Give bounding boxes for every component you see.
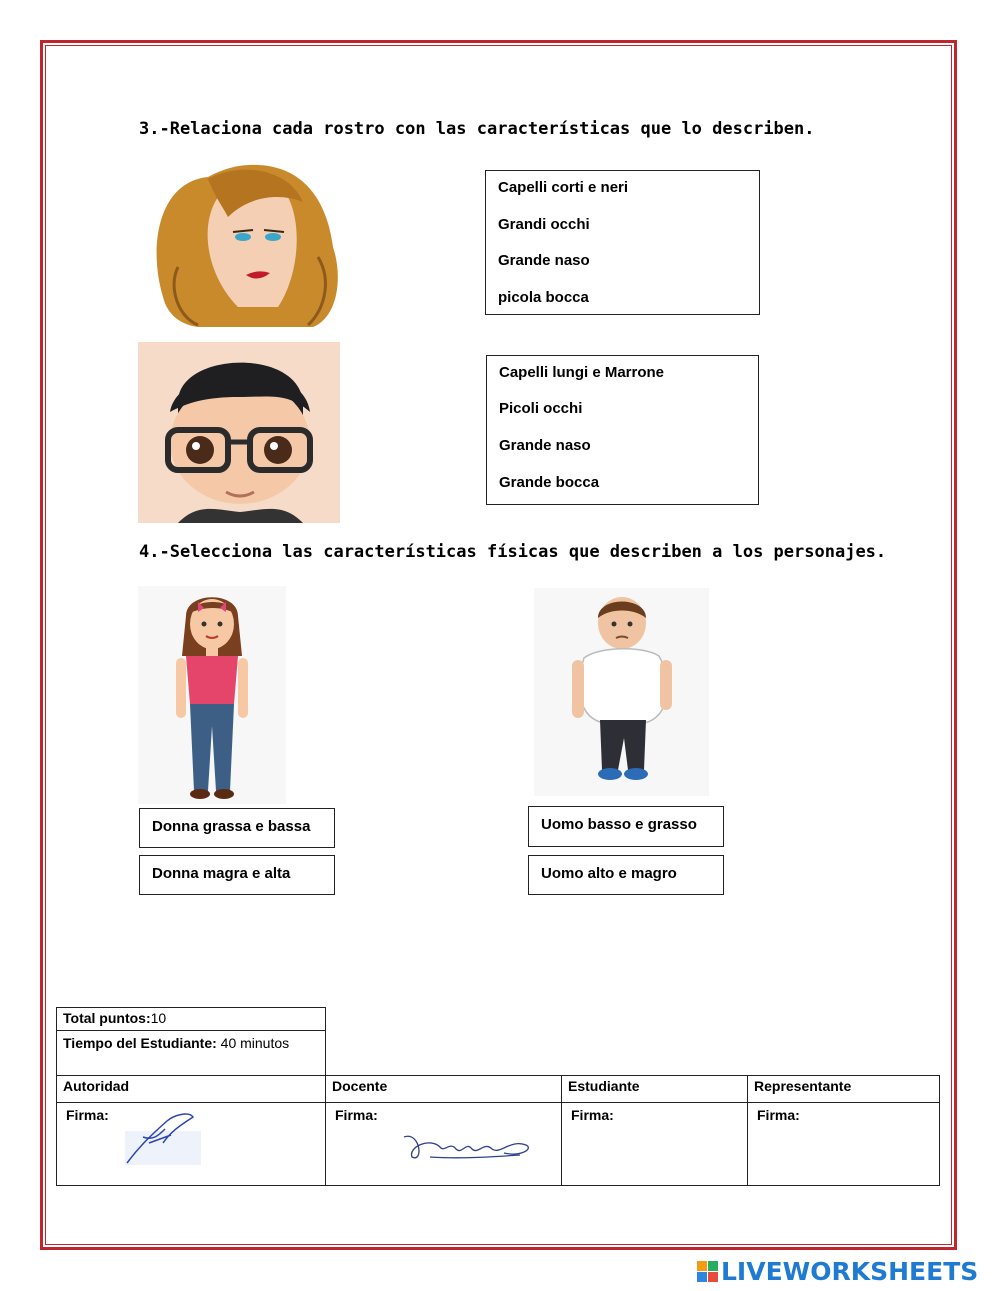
feature-text: Capelli lungi e Marrone (499, 364, 665, 381)
firma-label: Firma: (66, 1107, 109, 1123)
total-points-label: Total puntos: (63, 1010, 151, 1026)
firma-docente-cell (326, 1103, 562, 1186)
woman-face-image (138, 157, 358, 329)
liveworksheets-logo (697, 1256, 978, 1286)
firma-autoridad-cell (57, 1103, 326, 1186)
option-man-tall-thin[interactable]: Uomo alto e magro (528, 855, 724, 895)
man-body-image (534, 588, 709, 796)
firma-label: Firma: (335, 1107, 378, 1123)
header-docente: Docente (326, 1076, 562, 1103)
logo-text: LIVEWORKSHEETS (721, 1256, 979, 1286)
feature-text: Picoli occhi (499, 400, 583, 417)
student-time-value: 40 minutos (220, 1035, 290, 1051)
header-representante: Representante (748, 1076, 940, 1103)
feature-text: picola bocca (498, 289, 589, 306)
option-man-short-fat[interactable]: Uomo basso e grasso (528, 806, 724, 847)
section-4-title: 4.-Selecciona las características físicas que describen a los personajes. (139, 542, 887, 562)
firma-representante-cell (748, 1103, 940, 1186)
total-points-cell (57, 1008, 326, 1031)
features-box-2 (486, 355, 759, 505)
option-woman-fat-short[interactable]: Donna grassa e bassa (139, 808, 335, 848)
firma-label: Firma: (571, 1107, 614, 1123)
firma-label: Firma: (757, 1107, 800, 1123)
feature-text: Capelli corti e neri (498, 179, 629, 196)
header-autoridad: Autoridad (57, 1076, 326, 1103)
header-estudiante: Estudiante (562, 1076, 748, 1103)
docente-signature (400, 1127, 536, 1167)
feature-text: Grande naso (499, 437, 591, 454)
feature-text: Grande naso (498, 252, 590, 269)
logo-blocks-icon (697, 1261, 718, 1282)
section-3-title: 3.-Relaciona cada rostro con las características que lo describen. (139, 119, 815, 139)
total-points-value: 10 (150, 1010, 167, 1026)
boy-face-image (138, 342, 340, 523)
signature-table (56, 1075, 940, 1186)
autoridad-signature (119, 1107, 203, 1167)
firma-estudiante-cell (562, 1103, 748, 1186)
score-info-table (56, 1007, 326, 1076)
feature-text: Grandi occhi (498, 216, 590, 233)
feature-text: Grande bocca (499, 474, 600, 491)
features-box-1 (485, 170, 760, 315)
woman-body-image (138, 586, 286, 804)
student-time-label: Tiempo del Estudiante: (63, 1035, 217, 1051)
student-time-cell (57, 1031, 326, 1076)
option-woman-thin-tall[interactable]: Donna magra e alta (139, 855, 335, 895)
